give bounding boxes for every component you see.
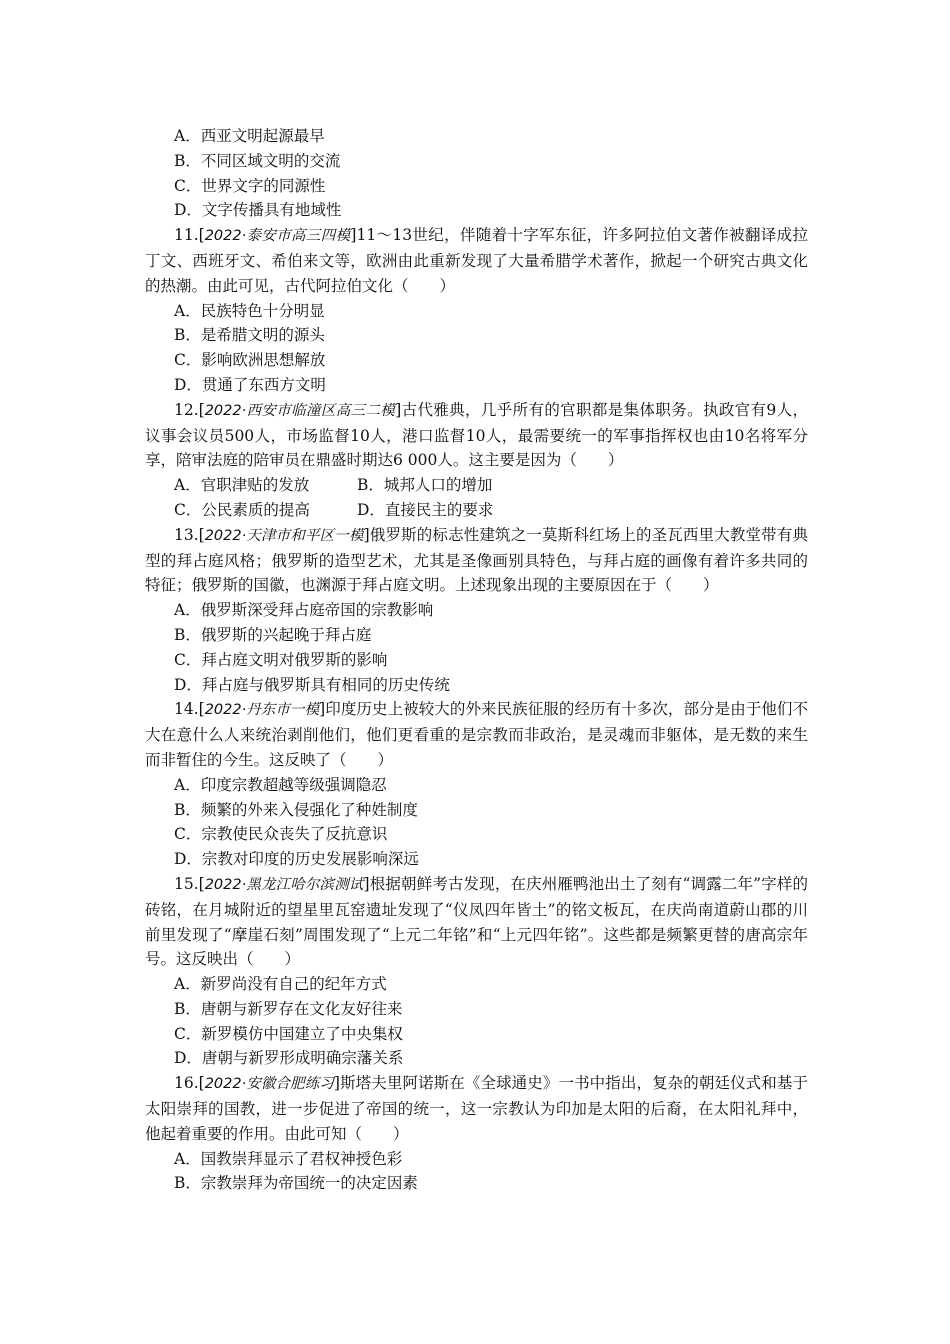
q12-options-row-1 [145,473,808,498]
q14-option-c: C．宗教使民众丧失了反抗意识 [174,825,388,844]
q10-option-a: A．西亚文明起源最早 [174,127,325,145]
q11-option-c: C．影响欧洲思想解放 [174,351,326,370]
q15-option-c: C．新罗模仿中国建立了中央集权 [174,1024,403,1043]
q15-stem [145,872,808,972]
q11-text: ]11～13世纪，伴随着十字军东征，许多阿拉伯文著作被翻译成拉丁文、西班牙文、希伯来文等，欧洲由此重新发现了大量希腊学术著作，掀起一个研究古典文化的热潮。由此可见，古代阿拉伯文化（ ） [145,226,808,295]
q12-option-c: C．公民素质的提高 [174,500,310,519]
q11-number: 11.[ [174,226,205,245]
q13-option-c: C．拜占庭文明对俄罗斯的影响 [174,650,388,669]
q15-number: 15.[ [174,874,205,893]
q14-option-a: A．印度宗教超越等级强调隐忍 [174,775,387,794]
question-list [145,124,808,1196]
q14-option-d: D．宗教对印度的历史发展影响深远 [174,850,419,869]
q12-option-a: A．官职津贴的发放 [174,476,310,495]
q15-option-b: B．唐朝与新罗存在文化友好往来 [174,999,403,1018]
q15-option-a: A．新罗尚没有自己的纪年方式 [174,975,387,994]
q13-source: 2022·天津市和平区一模 [204,527,364,544]
q11-option-a: A．民族特色十分明显 [174,301,325,320]
q10-option-d: D．文字传播具有地域性 [174,201,342,220]
q15-text: ]根据朝鲜考古发现，在庆州雁鸭池出土了刻有“调露二年”字样的砖铭，在月城附近的望星里瓦窑遗址发现了“仪凤四年皆土”的铭文板瓦，在庆尚南道蔚山郡的川前里发现了“摩崖石刻”周围发现了“上元二年铭”和“上元四年铭”。这些都是频繁更替的唐高宗年号。这反映出（ ） [145,874,808,969]
q14-text: ]印度历史上被较大的外来民族征服的经历有十多次，部分是由于他们不大在意什么人来统治剥削他们，他们更看重的是宗教而非政治，是灵魂而非躯体，是无数的来生而非暂住的今生。这反映了（ ） [145,700,808,769]
q14-option-b: B．频繁的外来入侵强化了种姓制度 [174,800,418,819]
q15-source: 2022·黑龙江哈尔滨测试 [204,876,364,893]
q16-source: 2022·安徽合肥练习 [204,1076,334,1093]
q13-option-a: A．俄罗斯深受拜占庭帝国的宗教影响 [174,601,434,620]
q14-stem [145,697,808,772]
q11-stem [145,223,808,298]
q12-source: 2022·西安市临潼区高三二模 [204,402,396,419]
q11-source: 2022·泰安市高三四模 [204,228,351,245]
q16-option-b: B．宗教崇拜为帝国统一的决定因素 [174,1174,418,1193]
q12-stem [145,398,808,473]
q10-option-b: B．不同区域文明的交流 [174,151,341,170]
q13-stem [145,523,808,598]
q16-number: 16.[ [174,1074,205,1093]
q13-number: 13.[ [174,525,205,544]
q12-text: ]古代雅典，几乎所有的官职都是集体职务。执政官有9人，议事会议员500人，市场监督10人，港口监督10人，最需要统一的军事指挥权也由10名将军分享，陪审法庭的陪审员在鼎盛时期达6 000人。这主要是因为（ ） [145,400,808,470]
q14-number: 14.[ [174,700,205,719]
q15-option-d: D．唐朝与新罗形成明确宗藩关系 [174,1049,404,1068]
q13-option-b: B．俄罗斯的兴起晚于拜占庭 [174,625,372,644]
q12-options-row-2 [145,498,808,523]
q14-source: 2022·丹东市一模 [204,702,320,719]
q12-number: 12.[ [174,400,205,419]
q12-option-d: D．直接民主的要求 [357,500,494,519]
q13-option-d: D．拜占庭与俄罗斯具有相同的历史传统 [174,675,450,694]
q11-option-d: D．贯通了东西方文明 [174,375,326,394]
q16-stem [145,1071,808,1146]
q16-text: ]斯塔夫里阿诺斯在《全球通史》一书中指出，复杂的朝廷仪式和基于太阳崇拜的国教，进一步促进了帝国的统一，这一宗教认为印加是太阳的后裔，在太阳礼拜中，他起着重要的作用。由此可知（ ） [145,1074,808,1143]
q11-option-b: B．是希腊文明的源头 [174,326,325,345]
q16-option-a: A．国教崇拜显示了君权神授色彩 [174,1149,403,1168]
q10-option-c: C．世界文字的同源性 [174,176,326,195]
q13-text: ]俄罗斯的标志性建筑之一莫斯科红场上的圣瓦西里大教堂带有典型的拜占庭风格；俄罗斯的造型艺术，尤其是圣像画别具特色，与拜占庭的画像有着许多共同的特征；俄罗斯的国徽，也渊源于拜占庭文明。上述现象出现的主要原因在于（ ） [145,525,808,595]
q12-option-b: B．城邦人口的增加 [357,476,493,495]
